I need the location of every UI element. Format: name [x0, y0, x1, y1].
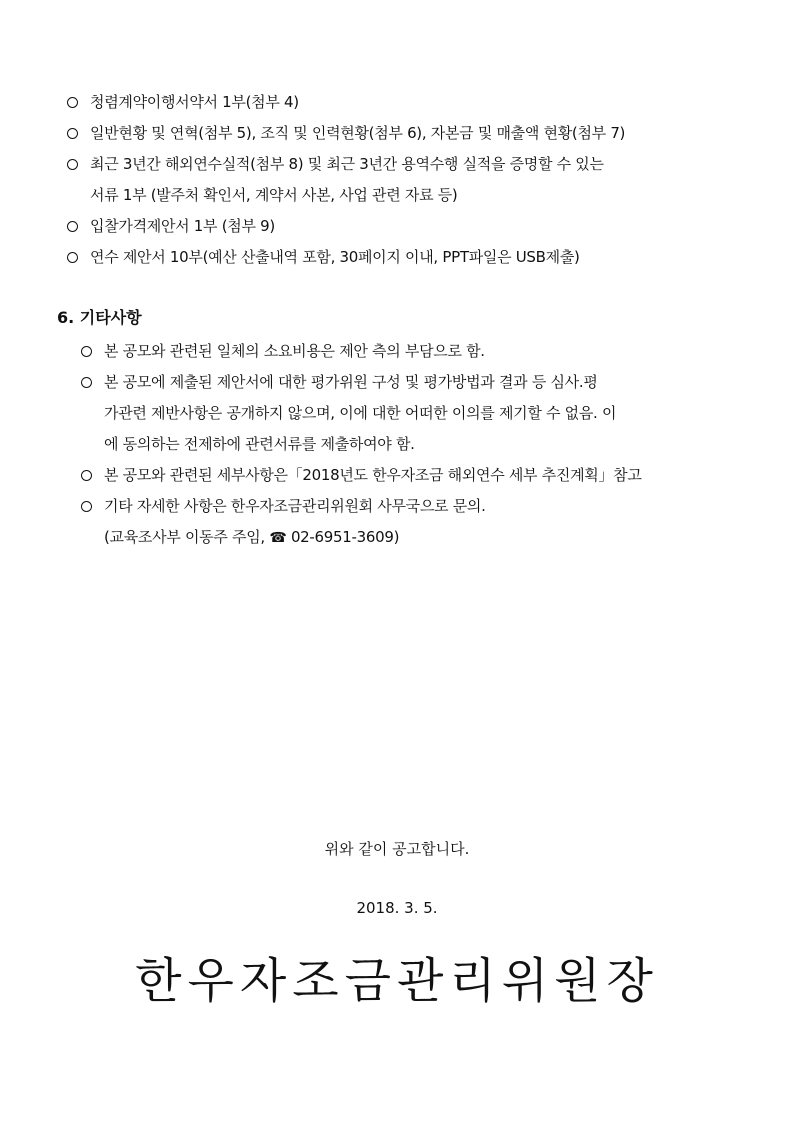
section-6-item-1: 본 공모와 관련된 일체의 소요비용은 제안 측의 부담으로 함. — [104, 342, 485, 360]
issuer-title: 한우자조금관리위원장 — [135, 953, 659, 1009]
attachment-item-1: 청렴계약이행서약서 1부(첨부 4) — [90, 93, 299, 111]
contact-phone: 02-6951-3609) — [290, 528, 400, 546]
bullet-circle-icon — [67, 252, 78, 263]
bullet-circle-icon — [81, 346, 92, 357]
announcement-date: 2018. 3. 5. — [356, 899, 438, 917]
attachment-item-4: 입찰가격제안서 1부 (첨부 9) — [90, 217, 275, 235]
announcement-text: 위와 같이 공고합니다. — [324, 840, 470, 858]
bullet-circle-icon — [67, 159, 78, 170]
contact-prefix: (교육조사부 이동주 주임, — [104, 528, 265, 546]
attachment-item-3-continuation: 서류 1부 (발주처 확인서, 계약서 사본, 사업 관련 자료 등) — [90, 186, 458, 204]
contact-line — [104, 527, 399, 548]
attachment-item-3: 최근 3년간 해외연수실적(첨부 8) 및 최근 3년간 용역수행 실적을 증명할 수 있는 — [90, 155, 604, 173]
bullet-circle-icon — [67, 97, 78, 108]
section-6-item-3: 본 공모와 관련된 세부사항은「2018년도 한우자조금 해외연수 세부 추진계획」참고 — [104, 466, 642, 484]
bullet-circle-icon — [67, 221, 78, 232]
section-6-item-2-continuation-1: 가관련 제반사항은 공개하지 않으며, 이에 대한 어떠한 이의를 제기할 수 없음. 이 — [104, 404, 617, 422]
section-6-item-2-continuation-2: 에 동의하는 전제하에 관련서류를 제출하여야 함. — [104, 435, 415, 453]
phone-icon: ☎ — [269, 530, 287, 546]
bullet-circle-icon — [81, 377, 92, 388]
section-6-item-2: 본 공모에 제출된 제안서에 대한 평가위원 구성 및 평가방법과 결과 등 심사.평 — [104, 373, 598, 391]
section-6-heading: 6. 기타사항 — [57, 308, 142, 327]
bullet-circle-icon — [81, 470, 92, 481]
bullet-circle-icon — [67, 128, 78, 139]
attachment-item-2: 일반현황 및 연혁(첨부 5), 조직 및 인력현황(첨부 6), 자본금 및 매출액 현황(첨부 7) — [90, 124, 626, 142]
bullet-circle-icon — [81, 501, 92, 512]
attachment-item-5: 연수 제안서 10부(예산 산출내역 포함, 30페이지 이내, PPT파일은 USB제출) — [90, 248, 580, 266]
section-6-item-4: 기타 자세한 사항은 한우자조금관리위원회 사무국으로 문의. — [104, 497, 486, 515]
